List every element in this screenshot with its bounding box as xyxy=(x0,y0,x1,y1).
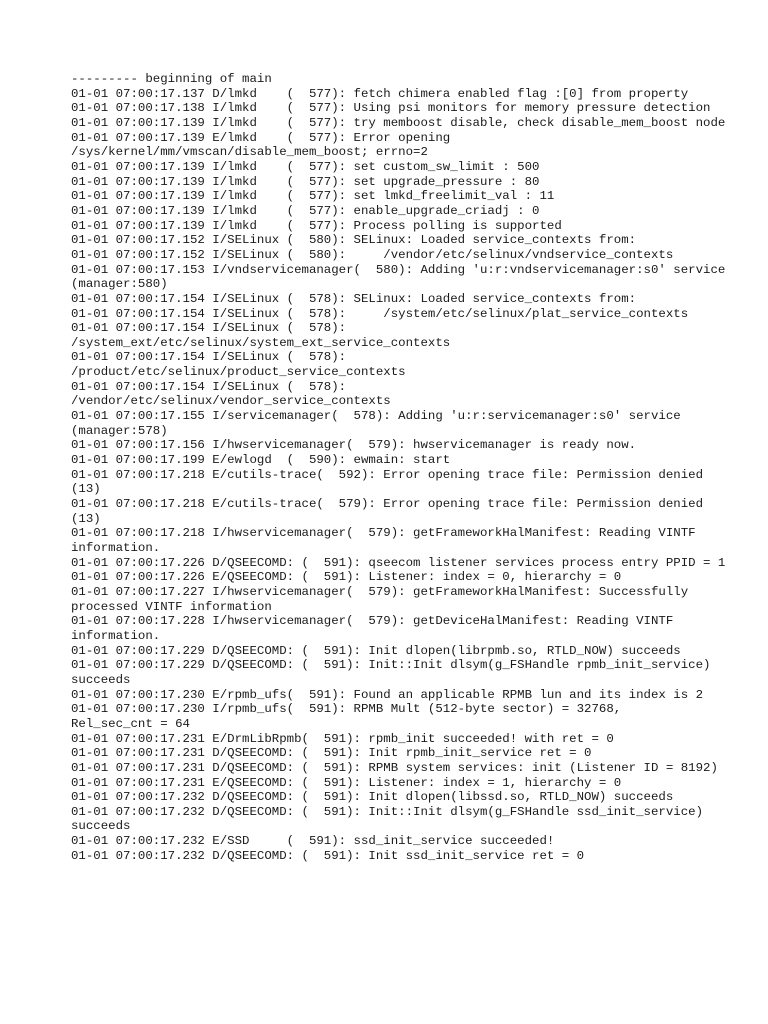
log-document xyxy=(71,72,731,863)
log-line: 01-01 07:00:17.229 D/QSEECOMD: ( 591): Init::Init dlsym(g_FSHandle rpmb_init_service) succeeds xyxy=(71,658,718,687)
log-line: 01-01 07:00:17.156 I/hwservicemanager( 579): hwservicemanager is ready now. xyxy=(71,438,637,453)
log-line: 01-01 07:00:17.232 E/SSD ( 591): ssd_init_service succeeded! xyxy=(71,834,555,849)
log-line: 01-01 07:00:17.230 E/rpmb_ufs( 591): Found an applicable RPMB lun and its index is 2 xyxy=(71,687,704,702)
log-line: 01-01 07:00:17.226 D/QSEECOMD: ( 591): qseecom listener services process entry PPID = 1 xyxy=(71,555,726,570)
log-line: 01-01 07:00:17.232 D/QSEECOMD: ( 591): Init ssd_init_service ret = 0 xyxy=(71,848,585,863)
log-line: 01-01 07:00:17.154 I/SELinux ( 578): /vendor/etc/selinux/vendor_service_contexts xyxy=(71,379,391,409)
log-line: 01-01 07:00:17.232 D/QSEECOMD: ( 591): Init::Init dlsym(g_FSHandle ssd_init_service) succeeds xyxy=(71,804,711,834)
log-line: 01-01 07:00:17.199 E/ewlogd ( 590): ewmain: start xyxy=(71,453,451,468)
log-header: --------- beginning of main xyxy=(71,72,272,86)
log-line: 01-01 07:00:17.139 I/lmkd ( 577): set lmkd_freelimit_val : 11 xyxy=(71,189,555,204)
log-line: 01-01 07:00:17.228 I/hwservicemanager( 579): getDeviceHalManifest: Reading VINTF information. xyxy=(71,614,681,643)
log-line: 01-01 07:00:17.153 I/vndservicemanager( 580): Adding 'u:r:vndservicemanager:s0' service (manager:580) xyxy=(71,262,733,292)
log-line: 01-01 07:00:17.155 I/servicemanager( 578): Adding 'u:r:servicemanager:s0' service (manager:578) xyxy=(71,409,689,438)
log-line: 01-01 07:00:17.227 I/hwservicemanager( 579): getFrameworkHalManifest: Successfully processed VINTF information xyxy=(71,584,696,614)
log-line: 01-01 07:00:17.154 I/SELinux ( 578): /system/etc/selinux/plat_service_contexts xyxy=(71,306,689,321)
log-line: 01-01 07:00:17.139 E/lmkd ( 577): Error opening /sys/kernel/mm/vmscan/disable_mem_boost; errno=2 xyxy=(71,130,451,160)
log-line: 01-01 07:00:17.229 D/QSEECOMD: ( 591): Init dlopen(librpmb.so, RTLD_NOW) succeeds xyxy=(71,643,681,658)
log-line: 01-01 07:00:17.139 I/lmkd ( 577): Process polling is supported xyxy=(71,218,562,233)
log-line: 01-01 07:00:17.139 I/lmkd ( 577): set upgrade_pressure : 80 xyxy=(71,174,540,189)
log-line: 01-01 07:00:17.218 E/cutils-trace( 579): Error opening trace file: Permission denied (13) xyxy=(71,497,711,526)
log-line: 01-01 07:00:17.137 D/lmkd ( 577): fetch chimera enabled flag :[0] from property xyxy=(71,86,689,101)
log-line: 01-01 07:00:17.226 E/QSEECOMD: ( 591): Listener: index = 0, hierarchy = 0 xyxy=(71,570,622,585)
log-line: 01-01 07:00:17.154 I/SELinux ( 578): /product/etc/selinux/product_service_contexts xyxy=(71,350,406,380)
log-line: 01-01 07:00:17.152 I/SELinux ( 580): /vendor/etc/selinux/vndservice_contexts xyxy=(71,247,674,262)
log-line: 01-01 07:00:17.152 I/SELinux ( 580): SELinux: Loaded service_contexts from: xyxy=(71,233,637,248)
log-line: 01-01 07:00:17.230 I/rpmb_ufs( 591): RPMB Mult (512-byte sector) = 32768, Rel_sec_cnt = 64 xyxy=(71,702,622,731)
log-line: 01-01 07:00:17.138 I/lmkd ( 577): Using psi monitors for memory pressure detection xyxy=(71,101,711,116)
log-line: 01-01 07:00:17.232 D/QSEECOMD: ( 591): Init dlopen(libssd.so, RTLD_NOW) succeeds xyxy=(71,790,674,805)
log-line: 01-01 07:00:17.139 I/lmkd ( 577): try memboost disable, check disable_mem_boost node xyxy=(71,115,726,130)
log-line: 01-01 07:00:17.231 E/DrmLibRpmb( 591): rpmb_init succeeded! with ret = 0 xyxy=(71,731,614,746)
log-line: 01-01 07:00:17.218 I/hwservicemanager( 579): getFrameworkHalManifest: Reading VINTF information. xyxy=(71,526,704,555)
log-line: 01-01 07:00:17.231 D/QSEECOMD: ( 591): Init rpmb_init_service ret = 0 xyxy=(71,746,592,761)
log-line: 01-01 07:00:17.154 I/SELinux ( 578): SELinux: Loaded service_contexts from: xyxy=(71,291,637,306)
log-line: 01-01 07:00:17.154 I/SELinux ( 578): /system_ext/etc/selinux/system_ext_service_contexts xyxy=(71,321,451,350)
log-line: 01-01 07:00:17.231 E/QSEECOMD: ( 591): Listener: index = 1, hierarchy = 0 xyxy=(71,775,622,790)
log-line: 01-01 07:00:17.218 E/cutils-trace( 592): Error opening trace file: Permission denied (13) xyxy=(71,467,711,497)
log-line: 01-01 07:00:17.231 D/QSEECOMD: ( 591): RPMB system services: init (Listener ID = 8192) xyxy=(71,760,718,775)
log-line: 01-01 07:00:17.139 I/lmkd ( 577): set custom_sw_limit : 500 xyxy=(71,159,540,174)
log-line: 01-01 07:00:17.139 I/lmkd ( 577): enable_upgrade_criadj : 0 xyxy=(71,203,540,218)
